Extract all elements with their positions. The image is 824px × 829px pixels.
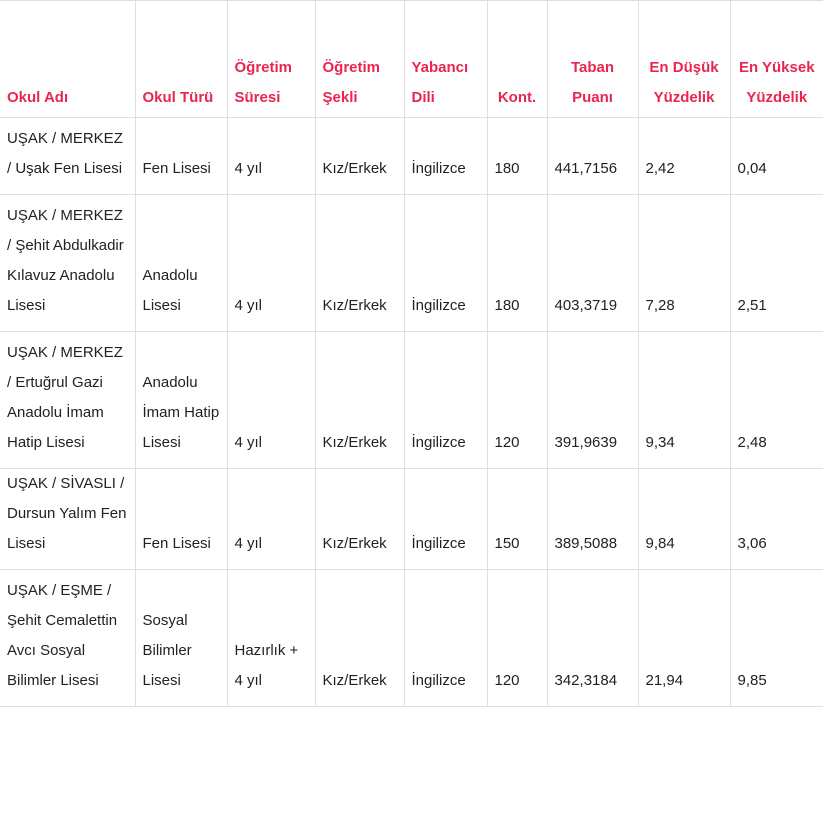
cell-duration: 4 yıl bbox=[227, 469, 315, 570]
cell-form: Kız/Erkek bbox=[315, 469, 404, 570]
header-language: Yabancı Dili bbox=[404, 1, 487, 118]
cell-min-percentile: 9,34 bbox=[638, 332, 730, 469]
cell-form: Kız/Erkek bbox=[315, 332, 404, 469]
cell-base-score: 441,7156 bbox=[547, 118, 638, 195]
cell-language: İngilizce bbox=[404, 570, 487, 707]
cell-min-percentile: 9,84 bbox=[638, 469, 730, 570]
cell-school: UŞAK / MERKEZ / Uşak Fen Lisesi bbox=[0, 118, 135, 195]
header-base-score: Taban Puanı bbox=[547, 1, 638, 118]
cell-base-score: 389,5088 bbox=[547, 469, 638, 570]
cell-type: Sosyal Bilimler Lisesi bbox=[135, 570, 227, 707]
table-header-row bbox=[0, 1, 823, 118]
cell-form: Kız/Erkek bbox=[315, 570, 404, 707]
header-school: Okul Adı bbox=[0, 1, 135, 118]
header-type: Okul Türü bbox=[135, 1, 227, 118]
header-max-percentile: En Yüksek Yüzdelik bbox=[730, 1, 823, 118]
cell-quota: 180 bbox=[487, 118, 547, 195]
cell-max-percentile: 3,06 bbox=[730, 469, 823, 570]
cell-school: UŞAK / MERKEZ / Ertuğrul Gazi Anadolu İmam Hatip Lisesi bbox=[0, 332, 135, 469]
cell-school: UŞAK / SİVASLI / Dursun Yalım Fen Lisesi bbox=[0, 469, 135, 570]
table-row bbox=[0, 469, 823, 570]
cell-type: Fen Lisesi bbox=[135, 469, 227, 570]
cell-type: Anadolu İmam Hatip Lisesi bbox=[135, 332, 227, 469]
cell-min-percentile: 7,28 bbox=[638, 195, 730, 332]
cell-school: UŞAK / MERKEZ / Şehit Abdulkadir Kılavuz Anadolu Lisesi bbox=[0, 195, 135, 332]
header-form: Öğretim Şekli bbox=[315, 1, 404, 118]
cell-type: Fen Lisesi bbox=[135, 118, 227, 195]
cell-language: İngilizce bbox=[404, 195, 487, 332]
table-row bbox=[0, 570, 823, 707]
table-row bbox=[0, 118, 823, 195]
cell-form: Kız/Erkek bbox=[315, 118, 404, 195]
cell-quota: 120 bbox=[487, 570, 547, 707]
cell-min-percentile: 2,42 bbox=[638, 118, 730, 195]
cell-type: Anadolu Lisesi bbox=[135, 195, 227, 332]
cell-max-percentile: 2,51 bbox=[730, 195, 823, 332]
cell-language: İngilizce bbox=[404, 469, 487, 570]
cell-quota: 150 bbox=[487, 469, 547, 570]
table-row bbox=[0, 332, 823, 469]
cell-max-percentile: 0,04 bbox=[730, 118, 823, 195]
cell-base-score: 403,3719 bbox=[547, 195, 638, 332]
header-quota: Kont. bbox=[487, 1, 547, 118]
cell-duration: 4 yıl bbox=[227, 118, 315, 195]
cell-base-score: 391,9639 bbox=[547, 332, 638, 469]
header-min-percentile: En Düşük Yüzdelik bbox=[638, 1, 730, 118]
cell-school: UŞAK / EŞME / Şehit Cemalettin Avcı Sosyal Bilimler Lisesi bbox=[0, 570, 135, 707]
cell-language: İngilizce bbox=[404, 332, 487, 469]
table-row bbox=[0, 195, 823, 332]
cell-min-percentile: 21,94 bbox=[638, 570, 730, 707]
cell-max-percentile: 2,48 bbox=[730, 332, 823, 469]
cell-form: Kız/Erkek bbox=[315, 195, 404, 332]
cell-base-score: 342,3184 bbox=[547, 570, 638, 707]
cell-duration: Hazırlık + 4 yıl bbox=[227, 570, 315, 707]
cell-language: İngilizce bbox=[404, 118, 487, 195]
cell-max-percentile: 9,85 bbox=[730, 570, 823, 707]
cell-duration: 4 yıl bbox=[227, 332, 315, 469]
header-duration: Öğretim Süresi bbox=[227, 1, 315, 118]
cell-duration: 4 yıl bbox=[227, 195, 315, 332]
cell-quota: 120 bbox=[487, 332, 547, 469]
cell-quota: 180 bbox=[487, 195, 547, 332]
